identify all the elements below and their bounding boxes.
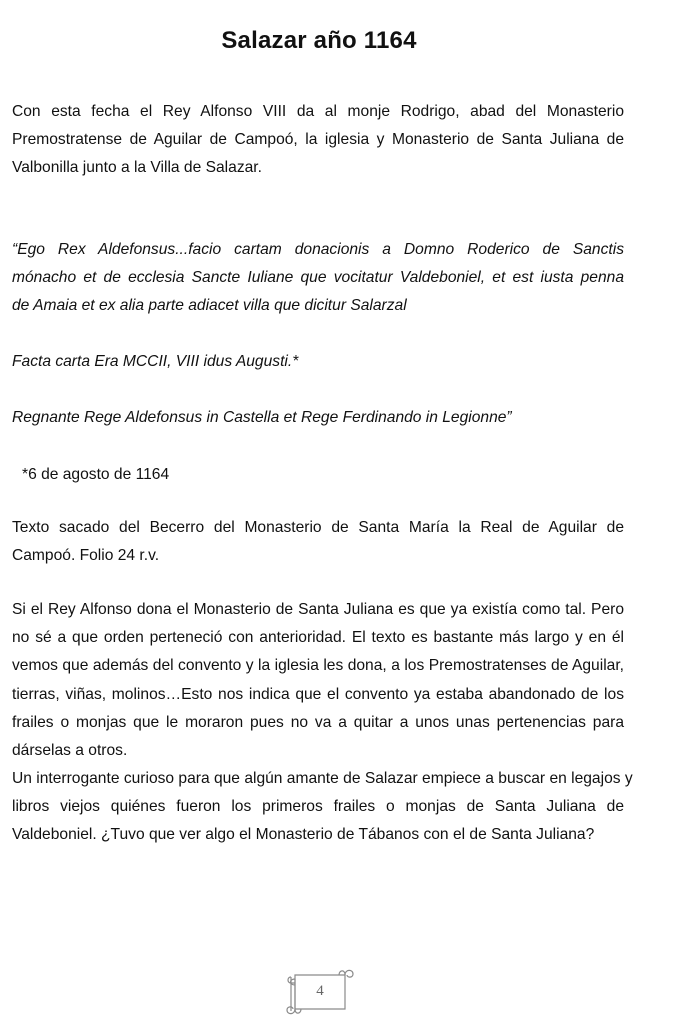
source-paragraph [12, 514, 624, 570]
text-line: Regnante Rege Aldefonsus in Castella et Rege Ferdinando in Legionne” [12, 409, 512, 426]
text-line: Con esta fecha el Rey Alfonso VIII da al monje Rodrigo, abad del Monasterio [12, 103, 624, 120]
text-line: Valbonilla junto a la Villa de Salazar. [12, 159, 262, 177]
text-line: dárselas a otros. [12, 742, 128, 760]
text-line: frailes o monjas que le moraron pues no va a quitar a unos unas pertenencias para [12, 713, 624, 731]
text-line: no sé a que orden perteneció con anterioridad. El texto es bastante más largo y en él [12, 629, 624, 647]
page-title: Salazar año 1164 [221, 27, 417, 54]
body-paragraph [12, 596, 624, 765]
question-paragraph [12, 765, 633, 850]
text-line: Valdeboniel. ¿Tuvo que ver algo el Monasterio de Tábanos con el de Santa Juliana? [12, 826, 595, 844]
text-line: vemos que además del convento y la iglesia les dona, a los Premostratenses de Aguilar, [12, 657, 624, 675]
text-line: Premostratense de Aguilar de Campoó, la iglesia y Monasterio de Santa Juliana de [12, 131, 624, 149]
text-line: Facta carta Era MCCII, VIII idus Augusti.* [12, 353, 299, 370]
text-line: de Amaia et ex alia parte adiacet villa que dicitur Salarzal [12, 297, 407, 315]
text-line: Si el Rey Alfonso dona el Monasterio de Santa Juliana es que ya existía como tal. Pero [12, 601, 624, 618]
text-line: libros viejos quiénes fueron los primeros frailes o monjas de Santa Juliana de [12, 798, 624, 816]
page-number: 4 [316, 983, 324, 999]
text-line: Texto sacado del Becerro del Monasterio de Santa María la Real de Aguilar de [12, 519, 624, 536]
text-line: tierras, viñas, molinos…Esto nos indica que el convento ya estaba abandonado de los [12, 685, 624, 703]
page-number-scroll [283, 965, 357, 1021]
date-footnote: *6 de agosto de 1164 [22, 466, 170, 483]
intro-paragraph [12, 98, 624, 183]
text-line: “Ego Rex Aldefonsus...facio cartam donacionis a Domno Roderico de Sanctis [12, 241, 624, 258]
text-line: mónacho et de ecclesia Sancte Iuliane que vocitatur Valdeboniel, et est iusta penna [12, 269, 624, 287]
facta-line [12, 348, 624, 376]
text-line: Un interrogante curioso para que algún amante de Salazar empiece a buscar en legajos y [12, 770, 633, 787]
text-line: Campoó. Folio 24 r.v. [12, 547, 160, 565]
regnante-line [12, 404, 624, 432]
latin-quote [12, 236, 624, 321]
